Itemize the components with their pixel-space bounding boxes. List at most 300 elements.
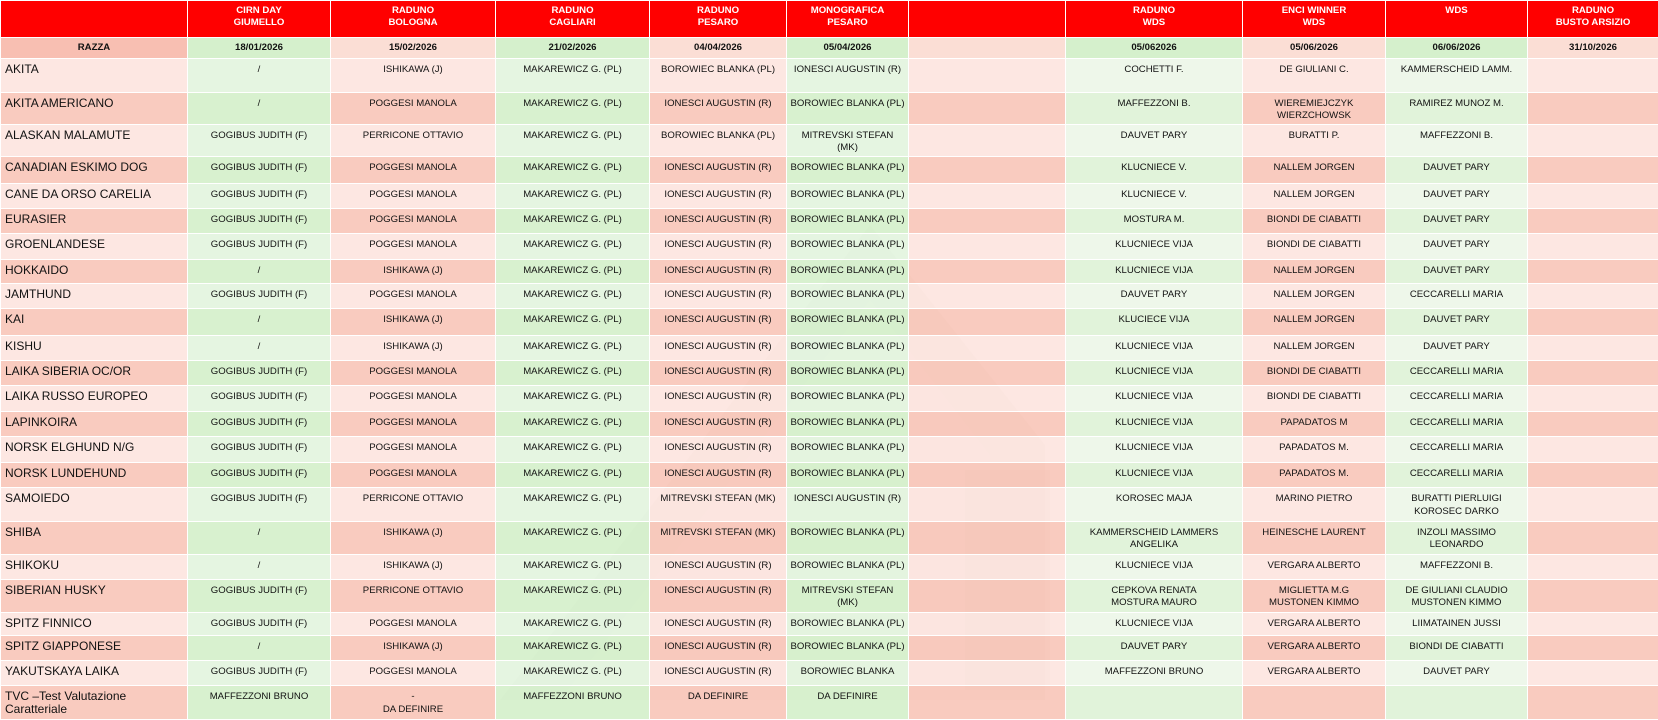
judge-cell: BOROWIEC BLANKA (PL): [787, 636, 909, 661]
judge-cell: CECCARELLI MARIA: [1386, 284, 1528, 309]
event-header: ENCI WINNER WDS: [1243, 1, 1386, 38]
event-date: 04/04/2026: [650, 38, 787, 59]
judge-cell: BOROWIEC BLANKA (PL): [787, 260, 909, 284]
judge-cell: KLUCNIECE VIJA: [1066, 555, 1243, 579]
judge-cell: POGGESI MANOLA: [331, 157, 496, 183]
judge-cell: BIONDI DE CIABATTI: [1243, 360, 1386, 385]
judge-cell: [1528, 686, 1658, 720]
judge-cell: GOGIBUS JUDITH (F): [188, 661, 331, 686]
judge-cell: /: [188, 636, 331, 661]
breed-name: SHIBA: [1, 521, 188, 555]
judge-cell: BOROWIEC BLANKA (PL): [650, 59, 787, 93]
judge-cell: MITREVSKI STEFAN (MK): [787, 124, 909, 156]
judge-cell: KLUCNIECE VIJA: [1066, 260, 1243, 284]
judge-cell: MIGLIETTA M.G MUSTONEN KIMMO: [1243, 579, 1386, 613]
judge-cell: [1528, 59, 1658, 93]
judge-cell: IONESCI AUGUSTIN (R): [650, 260, 787, 284]
table-row: [1, 488, 1658, 522]
judge-cell: IONESCI AUGUSTIN (R): [650, 579, 787, 613]
judge-cell: DA DEFINIRE: [787, 686, 909, 720]
judge-cell: [909, 124, 1066, 156]
breed-name: KAI: [1, 309, 188, 335]
judge-cell: IONESCI AUGUSTIN (R): [650, 335, 787, 360]
event-date: [909, 38, 1066, 59]
judge-cell: [1528, 284, 1658, 309]
judge-cell: MAKAREWICZ G. (PL): [496, 208, 650, 233]
judge-cell: [1528, 555, 1658, 579]
judge-cell: MITREVSKI STEFAN (MK): [787, 579, 909, 613]
judge-cell: BOROWIEC BLANKA (PL): [787, 233, 909, 259]
event-date: 05/06/2026: [1243, 38, 1386, 59]
judge-cell: MAKAREWICZ G. (PL): [496, 579, 650, 613]
judge-cell: INZOLI MASSIMO LEONARDO: [1386, 521, 1528, 555]
judge-cell: /: [188, 260, 331, 284]
judge-cell: BOROWIEC BLANKA (PL): [787, 411, 909, 436]
judge-cell: KOROSEC MAJA: [1066, 488, 1243, 522]
breed-name: LAPINKOIRA: [1, 411, 188, 436]
breed-name: KISHU: [1, 335, 188, 360]
judge-cell: - DA DEFINIRE: [331, 686, 496, 720]
judge-cell: KLUCNIECE VIJA: [1066, 437, 1243, 463]
judge-cell: MAFFEZZONI BRUNO: [496, 686, 650, 720]
judge-cell: IONESCI AUGUSTIN (R): [650, 411, 787, 436]
judge-cell: GOGIBUS JUDITH (F): [188, 360, 331, 385]
judge-cell: NALLEM JORGEN: [1243, 157, 1386, 183]
judge-cell: [1528, 335, 1658, 360]
judge-cell: MAKAREWICZ G. (PL): [496, 260, 650, 284]
table-row: [1, 260, 1658, 284]
judge-cell: GOGIBUS JUDITH (F): [188, 411, 331, 436]
judge-cell: MAKAREWICZ G. (PL): [496, 463, 650, 488]
judge-cell: [1528, 488, 1658, 522]
judge-cell: DAUVET PARY: [1386, 309, 1528, 335]
judge-cell: [1528, 521, 1658, 555]
table-row: [1, 208, 1658, 233]
judge-cell: [909, 309, 1066, 335]
judge-cell: MAKAREWICZ G. (PL): [496, 636, 650, 661]
breed-name: CANADIAN ESKIMO DOG: [1, 157, 188, 183]
judge-cell: IONESCI AUGUSTIN (R): [650, 360, 787, 385]
table-row: [1, 686, 1658, 720]
judge-cell: [1528, 124, 1658, 156]
judge-cell: [909, 463, 1066, 488]
judge-cell: PAPADATOS M: [1243, 411, 1386, 436]
judge-cell: BOROWIEC BLANKA (PL): [787, 208, 909, 233]
breed-name: SHIKOKU: [1, 555, 188, 579]
judge-cell: [1528, 661, 1658, 686]
breed-name: SAMOIEDO: [1, 488, 188, 522]
judge-cell: BURATTI PIERLUIGI KOROSEC DARKO: [1386, 488, 1528, 522]
judge-cell: MAKAREWICZ G. (PL): [496, 233, 650, 259]
judge-cell: [1528, 613, 1658, 636]
judge-cell: ISHIKAWA (J): [331, 260, 496, 284]
judge-cell: DAUVET PARY: [1386, 661, 1528, 686]
judge-cell: CEPKOVA RENATA MOSTURA MAURO: [1066, 579, 1243, 613]
judge-cell: MAKAREWICZ G. (PL): [496, 661, 650, 686]
judge-cell: BIONDI DE CIABATTI: [1243, 208, 1386, 233]
judge-cell: [1528, 309, 1658, 335]
judge-cell: IONESCI AUGUSTIN (R): [650, 233, 787, 259]
judge-cell: POGGESI MANOLA: [331, 360, 496, 385]
judge-cell: [909, 521, 1066, 555]
judge-cell: MAKAREWICZ G. (PL): [496, 309, 650, 335]
breed-name: HOKKAIDO: [1, 260, 188, 284]
table-row: [1, 555, 1658, 579]
judge-cell: [1528, 636, 1658, 661]
judge-cell: BIONDI DE CIABATTI: [1243, 385, 1386, 411]
table-row: [1, 385, 1658, 411]
judge-cell: MAKAREWICZ G. (PL): [496, 555, 650, 579]
judge-cell: NALLEM JORGEN: [1243, 309, 1386, 335]
judge-cell: MAKAREWICZ G. (PL): [496, 124, 650, 156]
judge-cell: CECCARELLI MARIA: [1386, 411, 1528, 436]
event-header: RADUNO BOLOGNA: [331, 1, 496, 38]
breed-name: LAIKA RUSSO EUROPEO: [1, 385, 188, 411]
judge-cell: BOROWIEC BLANKA (PL): [787, 463, 909, 488]
table-row: [1, 463, 1658, 488]
judge-cell: WIEREMIEJCZYK WIERZCHOWSK: [1243, 92, 1386, 124]
judge-cell: /: [188, 555, 331, 579]
table-row: [1, 579, 1658, 613]
judge-cell: [909, 488, 1066, 522]
judge-cell: CECCARELLI MARIA: [1386, 437, 1528, 463]
breed-name: JAMTHUND: [1, 284, 188, 309]
event-header: RADUNO PESARO: [650, 1, 787, 38]
judge-cell: MAKAREWICZ G. (PL): [496, 335, 650, 360]
judge-cell: KLUCNIECE V.: [1066, 157, 1243, 183]
judge-cell: IONESCI AUGUSTIN (R): [787, 59, 909, 93]
breed-name: SPITZ GIAPPONESE: [1, 636, 188, 661]
header-corner: [1, 1, 188, 38]
judge-cell: POGGESI MANOLA: [331, 183, 496, 208]
judge-cell: ISHIKAWA (J): [331, 335, 496, 360]
judge-cell: MAKAREWICZ G. (PL): [496, 488, 650, 522]
judge-cell: DAUVET PARY: [1386, 208, 1528, 233]
judge-cell: BOROWIEC BLANKA (PL): [650, 124, 787, 156]
judge-cell: NALLEM JORGEN: [1243, 284, 1386, 309]
judge-cell: VERGARA ALBERTO: [1243, 636, 1386, 661]
judge-cell: ISHIKAWA (J): [331, 59, 496, 93]
judge-cell: PAPADATOS M.: [1243, 437, 1386, 463]
judge-cell: BOROWIEC BLANKA (PL): [787, 183, 909, 208]
event-header: MONOGRAFICA PESARO: [787, 1, 909, 38]
table-row: [1, 233, 1658, 259]
judge-cell: IONESCI AUGUSTIN (R): [650, 463, 787, 488]
judge-cell: DAUVET PARY: [1386, 157, 1528, 183]
table-row: [1, 360, 1658, 385]
judge-cell: BOROWIEC BLANKA (PL): [787, 521, 909, 555]
header-row-events: [1, 1, 1658, 38]
judge-cell: MAKAREWICZ G. (PL): [496, 157, 650, 183]
judge-cell: [909, 437, 1066, 463]
breed-name: SPITZ FINNICO: [1, 613, 188, 636]
judge-cell: GOGIBUS JUDITH (F): [188, 437, 331, 463]
judge-cell: IONESCI AUGUSTIN (R): [650, 613, 787, 636]
judge-cell: NALLEM JORGEN: [1243, 335, 1386, 360]
breed-name: GROENLANDESE: [1, 233, 188, 259]
judge-cell: [1528, 579, 1658, 613]
judge-cell: BOROWIEC BLANKA (PL): [787, 335, 909, 360]
judge-cell: IONESCI AUGUSTIN (R): [650, 284, 787, 309]
judge-cell: IONESCI AUGUSTIN (R): [650, 309, 787, 335]
judge-cell: [909, 385, 1066, 411]
judge-cell: HEINESCHE LAURENT: [1243, 521, 1386, 555]
judge-cell: MAFFEZZONI B.: [1386, 555, 1528, 579]
judge-cell: GOGIBUS JUDITH (F): [188, 124, 331, 156]
judge-cell: POGGESI MANOLA: [331, 437, 496, 463]
judge-cell: /: [188, 59, 331, 93]
breed-name: TVC –Test Valutazione Caratteriale: [1, 686, 188, 720]
judge-cell: IONESCI AUGUSTIN (R): [650, 555, 787, 579]
judge-cell: /: [188, 335, 331, 360]
judge-cell: GOGIBUS JUDITH (F): [188, 284, 331, 309]
event-header: [909, 1, 1066, 38]
judge-cell: GOGIBUS JUDITH (F): [188, 208, 331, 233]
judge-cell: BOROWIEC BLANKA (PL): [787, 284, 909, 309]
judge-cell: POGGESI MANOLA: [331, 661, 496, 686]
judge-cell: DAUVET PARY: [1066, 636, 1243, 661]
judge-cell: KLUCNIECE VIJA: [1066, 463, 1243, 488]
judge-cell: PERRICONE OTTAVIO: [331, 488, 496, 522]
judge-cell: BOROWIEC BLANKA (PL): [787, 92, 909, 124]
judge-cell: [909, 613, 1066, 636]
judge-cell: DAUVET PARY: [1386, 260, 1528, 284]
breed-name: LAIKA SIBERIA OC/OR: [1, 360, 188, 385]
judge-cell: POGGESI MANOLA: [331, 233, 496, 259]
judge-cell: MAKAREWICZ G. (PL): [496, 92, 650, 124]
judge-cell: [1528, 260, 1658, 284]
judge-cell: MAKAREWICZ G. (PL): [496, 59, 650, 93]
judge-cell: NALLEM JORGEN: [1243, 260, 1386, 284]
judge-cell: [1528, 437, 1658, 463]
judge-cell: IONESCI AUGUSTIN (R): [650, 636, 787, 661]
judge-cell: RAMIREZ MUNOZ M.: [1386, 92, 1528, 124]
event-date: 15/02/2026: [331, 38, 496, 59]
event-date: 06/06/2026: [1386, 38, 1528, 59]
judge-cell: CECCARELLI MARIA: [1386, 385, 1528, 411]
judge-cell: KLUCNIECE VIJA: [1066, 335, 1243, 360]
judge-cell: COCHETTI F.: [1066, 59, 1243, 93]
judge-cell: [1528, 183, 1658, 208]
judge-cell: BOROWIEC BLANKA (PL): [787, 613, 909, 636]
judge-cell: VERGARA ALBERTO: [1243, 661, 1386, 686]
judge-cell: DE GIULIANI C.: [1243, 59, 1386, 93]
judge-cell: GOGIBUS JUDITH (F): [188, 613, 331, 636]
breed-name: EURASIER: [1, 208, 188, 233]
breed-name: NORSK LUNDEHUND: [1, 463, 188, 488]
judge-cell: [1528, 208, 1658, 233]
judge-cell: POGGESI MANOLA: [331, 284, 496, 309]
judge-cell: GOGIBUS JUDITH (F): [188, 488, 331, 522]
judge-cell: GOGIBUS JUDITH (F): [188, 463, 331, 488]
judge-cell: KLUCNIECE VIJA: [1066, 233, 1243, 259]
judge-cell: IONESCI AUGUSTIN (R): [650, 437, 787, 463]
judge-cell: IONESCI AUGUSTIN (R): [650, 208, 787, 233]
judge-cell: MAKAREWICZ G. (PL): [496, 521, 650, 555]
judge-cell: [909, 208, 1066, 233]
judge-cell: [909, 157, 1066, 183]
judge-cell: DAUVET PARY: [1066, 284, 1243, 309]
judge-cell: BOROWIEC BLANKA (PL): [787, 360, 909, 385]
judge-cell: /: [188, 92, 331, 124]
judge-cell: KAMMERSCHEID LAMMERS ANGELIKA: [1066, 521, 1243, 555]
event-header: CIRN DAY GIUMELLO: [188, 1, 331, 38]
table-row: [1, 661, 1658, 686]
judge-cell: [1528, 463, 1658, 488]
table-body: [1, 59, 1658, 720]
breed-name: CANE DA ORSO CARELIA: [1, 183, 188, 208]
event-date: 05/04/2026: [787, 38, 909, 59]
judge-cell: MAKAREWICZ G. (PL): [496, 411, 650, 436]
judge-cell: LIIMATAINEN JUSSI: [1386, 613, 1528, 636]
judge-cell: MAKAREWICZ G. (PL): [496, 284, 650, 309]
judge-cell: KLUCNIECE VIJA: [1066, 360, 1243, 385]
table-row: [1, 284, 1658, 309]
judge-cell: KLUCNIECE VIJA: [1066, 613, 1243, 636]
table-row: [1, 521, 1658, 555]
judge-cell: IONESCI AUGUSTIN (R): [650, 385, 787, 411]
header-razza: RAZZA: [1, 38, 188, 59]
judge-cell: [909, 335, 1066, 360]
judge-cell: BIONDI DE CIABATTI: [1386, 636, 1528, 661]
event-date: 31/10/2026: [1528, 38, 1658, 59]
judge-cell: IONESCI AUGUSTIN (R): [650, 661, 787, 686]
event-header: RADUNO BUSTO ARSIZIO: [1528, 1, 1658, 38]
event-header: RADUNO WDS: [1066, 1, 1243, 38]
table-row: [1, 636, 1658, 661]
judge-cell: MAKAREWICZ G. (PL): [496, 613, 650, 636]
judge-cell: BOROWIEC BLANKA (PL): [787, 555, 909, 579]
judge-cell: [909, 260, 1066, 284]
judge-cell: GOGIBUS JUDITH (F): [188, 183, 331, 208]
judge-cell: ISHIKAWA (J): [331, 309, 496, 335]
judge-cell: ISHIKAWA (J): [331, 636, 496, 661]
judge-cell: [909, 686, 1066, 720]
table-row: [1, 157, 1658, 183]
judge-cell: GOGIBUS JUDITH (F): [188, 385, 331, 411]
judge-cell: IONESCI AUGUSTIN (R): [787, 488, 909, 522]
judge-cell: MAKAREWICZ G. (PL): [496, 360, 650, 385]
judge-cell: DA DEFINIRE: [650, 686, 787, 720]
breed-name: NORSK ELGHUND N/G: [1, 437, 188, 463]
breed-name: AKITA: [1, 59, 188, 93]
judge-cell: IONESCI AUGUSTIN (R): [650, 157, 787, 183]
table-row: [1, 613, 1658, 636]
judge-cell: VERGARA ALBERTO: [1243, 555, 1386, 579]
judge-cell: [909, 661, 1066, 686]
judge-cell: [909, 411, 1066, 436]
event-header: WDS: [1386, 1, 1528, 38]
breed-name: AKITA AMERICANO: [1, 92, 188, 124]
judge-cell: BIONDI DE CIABATTI: [1243, 233, 1386, 259]
judge-cell: IONESCI AUGUSTIN (R): [650, 92, 787, 124]
judge-cell: BOROWIEC BLANKA (PL): [787, 437, 909, 463]
judge-cell: POGGESI MANOLA: [331, 411, 496, 436]
judge-cell: ISHIKAWA (J): [331, 521, 496, 555]
breed-name: SIBERIAN HUSKY: [1, 579, 188, 613]
judge-cell: [1528, 411, 1658, 436]
judge-cell: BOROWIEC BLANKA (PL): [787, 385, 909, 411]
judge-cell: POGGESI MANOLA: [331, 208, 496, 233]
judge-cell: [1243, 686, 1386, 720]
judge-cell: IONESCI AUGUSTIN (R): [650, 183, 787, 208]
judge-cell: MITREVSKI STEFAN (MK): [650, 488, 787, 522]
table-row: [1, 92, 1658, 124]
judge-cell: MAFFEZZONI BRUNO: [188, 686, 331, 720]
judge-cell: POGGESI MANOLA: [331, 613, 496, 636]
judge-cell: [1528, 385, 1658, 411]
judge-cell: POGGESI MANOLA: [331, 92, 496, 124]
judge-cell: ISHIKAWA (J): [331, 555, 496, 579]
judge-cell: [909, 555, 1066, 579]
judge-cell: CECCARELLI MARIA: [1386, 463, 1528, 488]
judge-cell: MARINO PIETRO: [1243, 488, 1386, 522]
judge-cell: BOROWIEC BLANKA (PL): [787, 157, 909, 183]
judge-cell: BOROWIEC BLANKA (PL): [787, 309, 909, 335]
judge-cell: MAFFEZZONI BRUNO: [1066, 661, 1243, 686]
judge-cell: MAFFEZZONI B.: [1066, 92, 1243, 124]
judge-cell: DAUVET PARY: [1386, 233, 1528, 259]
judge-cell: [1386, 686, 1528, 720]
judge-cell: GOGIBUS JUDITH (F): [188, 579, 331, 613]
judge-cell: POGGESI MANOLA: [331, 463, 496, 488]
judge-cell: [1528, 233, 1658, 259]
judge-cell: [909, 579, 1066, 613]
judge-cell: MAKAREWICZ G. (PL): [496, 183, 650, 208]
event-header: RADUNO CAGLIARI: [496, 1, 650, 38]
judge-cell: KLUCNIECE V.: [1066, 183, 1243, 208]
judge-cell: NALLEM JORGEN: [1243, 183, 1386, 208]
judge-cell: KLUCNIECE VIJA: [1066, 385, 1243, 411]
judge-cell: /: [188, 309, 331, 335]
judge-cell: BURATTI P.: [1243, 124, 1386, 156]
table-row: [1, 183, 1658, 208]
judge-cell: [1066, 686, 1243, 720]
judge-cell: DE GIULIANI CLAUDIO MUSTONEN KIMMO: [1386, 579, 1528, 613]
judge-cell: /: [188, 521, 331, 555]
judge-cell: KLUCIECE VIJA: [1066, 309, 1243, 335]
judge-cell: [909, 360, 1066, 385]
judge-cell: GOGIBUS JUDITH (F): [188, 157, 331, 183]
judge-cell: [909, 92, 1066, 124]
event-date: 18/01/2026: [188, 38, 331, 59]
table-row: [1, 411, 1658, 436]
breed-name: ALASKAN MALAMUTE: [1, 124, 188, 156]
judge-cell: MAKAREWICZ G. (PL): [496, 385, 650, 411]
table-row: [1, 309, 1658, 335]
judge-cell: MAFFEZZONI B.: [1386, 124, 1528, 156]
judge-cell: KAMMERSCHEID LAMM.: [1386, 59, 1528, 93]
judge-cell: CECCARELLI MARIA: [1386, 360, 1528, 385]
judge-cell: DAUVET PARY: [1066, 124, 1243, 156]
judge-cell: VERGARA ALBERTO: [1243, 613, 1386, 636]
judge-cell: MAKAREWICZ G. (PL): [496, 437, 650, 463]
judge-cell: [909, 183, 1066, 208]
judge-cell: [1528, 157, 1658, 183]
table-row: [1, 59, 1658, 93]
header-row-dates: [1, 38, 1658, 59]
judge-cell: [909, 284, 1066, 309]
judge-cell: MOSTURA M.: [1066, 208, 1243, 233]
judge-cell: [909, 233, 1066, 259]
breed-name: YAKUTSKAYA LAIKA: [1, 661, 188, 686]
event-date: 21/02/2026: [496, 38, 650, 59]
judge-cell: BOROWIEC BLANKA: [787, 661, 909, 686]
judge-cell: PERRICONE OTTAVIO: [331, 579, 496, 613]
judge-cell: PAPADATOS M.: [1243, 463, 1386, 488]
judge-cell: MITREVSKI STEFAN (MK): [650, 521, 787, 555]
judge-cell: [1528, 92, 1658, 124]
